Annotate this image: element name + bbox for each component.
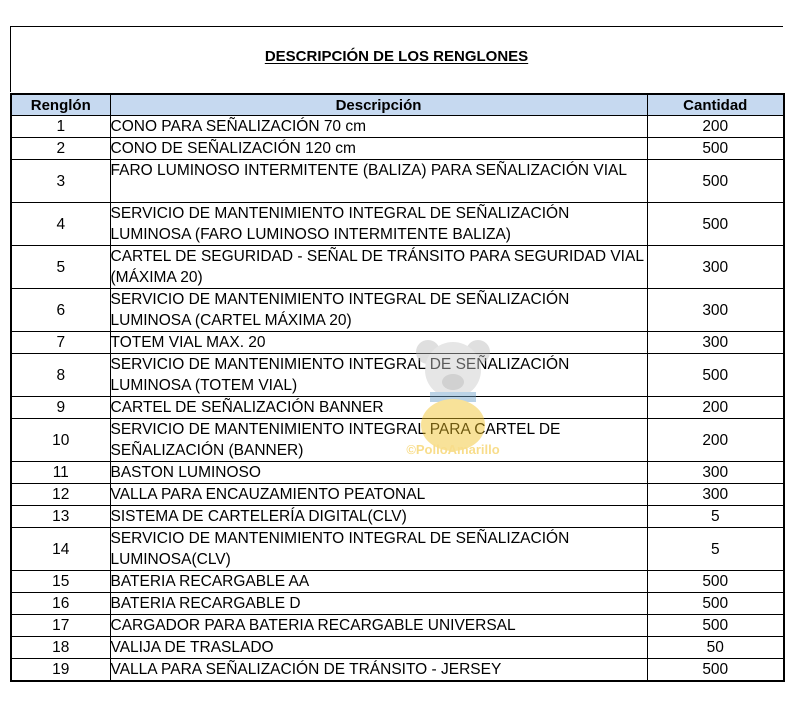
table-row [11,138,784,160]
table-row [11,484,784,506]
row-number-cell: 13 [11,506,110,528]
row-number-cell: 11 [11,462,110,484]
table-row [11,289,784,332]
row-number-cell: 18 [11,637,110,659]
row-description-cell: TOTEM VIAL MAX. 20 [110,332,647,354]
row-quantity-cell: 500 [647,138,784,160]
row-quantity-cell: 300 [647,484,784,506]
row-quantity-cell: 500 [647,203,784,246]
table-row [11,203,784,246]
row-quantity-cell: 5 [647,528,784,571]
row-description-cell: CARTEL DE SEGURIDAD - SEÑAL DE TRÁNSITO PARA SEGURIDAD VIAL (MÁXIMA 20) [110,246,647,289]
row-description-cell: SERVICIO DE MANTENIMIENTO INTEGRAL DE SEÑALIZACIÓN LUMINOSA(CLV) [110,528,647,571]
row-quantity-cell: 500 [647,659,784,682]
row-description-cell: BATERIA RECARGABLE AA [110,571,647,593]
row-description-cell: SERVICIO DE MANTENIMIENTO INTEGRAL DE SEÑALIZACIÓN LUMINOSA (TOTEM VIAL) [110,354,647,397]
table-row [11,160,784,203]
document-sheet [10,26,783,681]
row-quantity-cell: 50 [647,637,784,659]
row-quantity-cell: 300 [647,332,784,354]
row-description-cell: SERVICIO DE MANTENIMIENTO INTEGRAL DE SEÑALIZACIÓN LUMINOSA (CARTEL MÁXIMA 20) [110,289,647,332]
row-number-cell: 1 [11,116,110,138]
row-quantity-cell: 500 [647,160,784,203]
row-number-cell: 2 [11,138,110,160]
row-quantity-cell: 300 [647,462,784,484]
column-header-descripcion: Descripción [110,94,647,116]
row-number-cell: 7 [11,332,110,354]
row-quantity-cell: 500 [647,354,784,397]
row-number-cell: 17 [11,615,110,637]
table-row [11,419,784,462]
row-number-cell: 15 [11,571,110,593]
row-description-cell: CONO DE SEÑALIZACIÓN 120 cm [110,138,647,160]
row-description-cell: BATERIA RECARGABLE D [110,593,647,615]
row-number-cell: 10 [11,419,110,462]
row-number-cell: 16 [11,593,110,615]
table-row [11,528,784,571]
row-description-cell: VALLA PARA ENCAUZAMIENTO PEATONAL [110,484,647,506]
column-header-cantidad: Cantidad [647,94,784,116]
row-number-cell: 9 [11,397,110,419]
row-number-cell: 19 [11,659,110,682]
column-header-renglon: Renglón [11,94,110,116]
row-number-cell: 5 [11,246,110,289]
table-row [11,571,784,593]
table-row [11,116,784,138]
row-description-cell: SERVICIO DE MANTENIMIENTO INTEGRAL PARA CARTEL DE SEÑALIZACIÓN (BANNER) [110,419,647,462]
row-quantity-cell: 300 [647,246,784,289]
row-description-cell: BASTON LUMINOSO [110,462,647,484]
watermark-text: ©PolloAmarillo [406,442,500,457]
row-number-cell: 6 [11,289,110,332]
row-quantity-cell: 200 [647,116,784,138]
table-body [11,116,784,682]
table-row [11,506,784,528]
row-description-cell: VALLA PARA SEÑALIZACIÓN DE TRÁNSITO - JERSEY [110,659,647,682]
table-row [11,354,784,397]
row-description-cell: SERVICIO DE MANTENIMIENTO INTEGRAL DE SEÑALIZACIÓN LUMINOSA (FARO LUMINOSO INTERMITENTE BALIZA) [110,203,647,246]
row-description-cell: CARTEL DE SEÑALIZACIÓN BANNER [110,397,647,419]
table-row [11,462,784,484]
row-quantity-cell: 5 [647,506,784,528]
row-quantity-cell: 500 [647,571,784,593]
row-number-cell: 14 [11,528,110,571]
row-number-cell: 8 [11,354,110,397]
table-row [11,637,784,659]
row-description-cell: SISTEMA DE CARTELERÍA DIGITAL(CLV) [110,506,647,528]
row-number-cell: 3 [11,160,110,203]
table-row [11,246,784,289]
table-row [11,615,784,637]
row-description-cell: CARGADOR PARA BATERIA RECARGABLE UNIVERSAL [110,615,647,637]
table-row [11,332,784,354]
row-quantity-cell: 300 [647,289,784,332]
row-description-cell: VALIJA DE TRASLADO [110,637,647,659]
row-quantity-cell: 500 [647,615,784,637]
table-row [11,397,784,419]
table-row [11,659,784,682]
row-quantity-cell: 500 [647,593,784,615]
row-quantity-cell: 200 [647,397,784,419]
row-quantity-cell: 200 [647,419,784,462]
row-number-cell: 4 [11,203,110,246]
row-description-cell: FARO LUMINOSO INTERMITENTE (BALIZA) PARA SEÑALIZACIÓN VIAL [110,160,647,203]
renglones-table [10,93,785,682]
row-description-cell: CONO PARA SEÑALIZACIÓN 70 cm [110,116,647,138]
row-number-cell: 12 [11,484,110,506]
table-row [11,593,784,615]
page-title: DESCRIPCIÓN DE LOS RENGLONES [264,48,529,65]
table-header-row [11,94,784,116]
